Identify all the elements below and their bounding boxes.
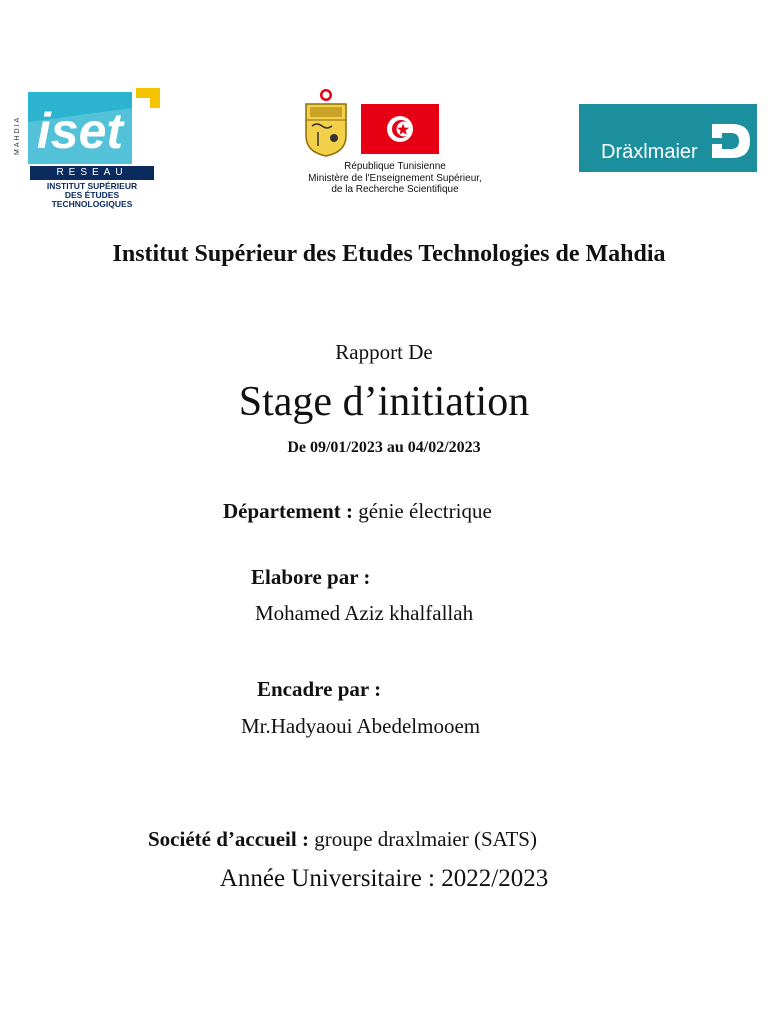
societe-value: groupe draxlmaier (SATS)	[308, 827, 537, 851]
ministry-line: République Tunisienne	[344, 161, 446, 172]
iset-caption	[22, 182, 162, 209]
iset-caption-line: TECHNOLOGIQUES	[51, 199, 133, 209]
iset-network-band: RESEAU	[30, 166, 154, 180]
societe-line	[148, 827, 537, 852]
ministry-line: Ministère de l'Enseignement Supérieur,	[308, 172, 482, 184]
iset-caption-line: INSTITUT SUPÉRIEUR	[46, 181, 138, 191]
academic-year: Année Universitaire : 2022/2023	[219, 865, 549, 892]
societe-label: Société d’accueil :	[148, 827, 309, 851]
iset-caption-line: DES ÉTUDES	[64, 190, 120, 200]
report-dates: De 09/01/2023 au 04/02/2023	[287, 439, 481, 456]
iset-side-text: MAHDIA	[14, 115, 21, 155]
tunisia-flag-icon	[361, 104, 439, 154]
encadre-label: Encadre par :	[257, 677, 382, 701]
student-name: Mohamed Aziz khalfallah	[255, 601, 474, 625]
supervisor-name: Mr.Hadyaoui Abedelmooem	[241, 714, 481, 738]
iset-wordmark: iset	[36, 103, 124, 159]
elabore-label: Elabore par :	[251, 565, 371, 589]
departement-label: Département :	[223, 499, 354, 523]
departement-line	[223, 499, 492, 524]
institute-name: Institut Supérieur des Etudes Technologies de Mahdia	[112, 241, 666, 267]
report-title: Stage d’initiation	[238, 379, 530, 425]
draxlmaier-d-icon	[708, 120, 754, 162]
draxlmaier-wordmark: Dräxlmaier	[601, 141, 698, 163]
ministry-caption	[250, 161, 540, 196]
ministry-line: de la Recherche Scientifique	[331, 184, 459, 195]
report-prefix: Rapport De	[335, 340, 433, 364]
departement-value: génie électrique	[353, 499, 492, 523]
tunisia-coat-of-arms-icon	[300, 86, 352, 158]
